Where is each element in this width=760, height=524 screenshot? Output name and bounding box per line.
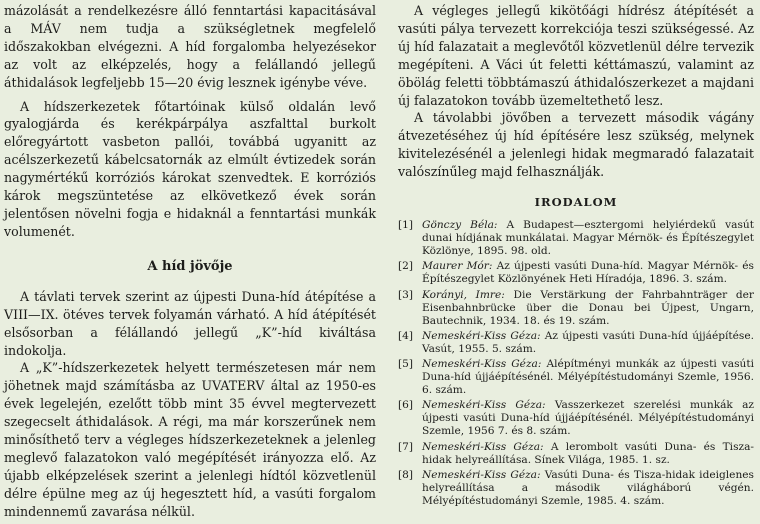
reference-item [398,358,754,397]
paragraph: A hídszerkezetek főtartóinak külső oldalán levő gyalogjárda és kerékpárpálya aszfalttal burkolt előregyártott vasbeton pallói, továbbá ugyanitt az acélszerkezetű kábelcsatornák az elmúlt évtizedek során nagymértékű korróziós károkat szenvedtek. E korróziós károk megszüntetése az elkövetkező évek során jelentősen növelni fogja e hidaknál a fenntartási munkák volumenét. [4,98,376,239]
reference-number: [1] [398,219,414,232]
left-column [4,2,376,521]
reference-text: Die Verstärkung der Fahrbahnträger der Eisenbahnbrücke über die Donau bei Újpest, Ungarn, Bautechnik, 1934. 18. és 19. szám. [422,288,754,327]
reference-author: Nemeskéri-Kiss Géza: [422,358,542,370]
reference-number: [5] [398,358,414,370]
reference-author: Nemeskéri-Kiss Géza: [422,329,541,342]
reference-number: [4] [398,329,414,342]
reference-number: [2] [398,260,414,273]
reference-text: Alépítményi munkák az újpesti vasúti Duna-híd újjáépítésénél. Mélyépítéstudományi Szemle, 1956. 6. szám. [422,358,754,397]
reference-item [398,399,754,438]
reference-item [398,260,754,286]
reference-number: [7] [398,440,414,453]
reference-author: Korányi, Imre: [422,288,505,301]
reference-number: [3] [398,288,414,301]
reference-text: A lerombolt vasúti Duna- és Tisza-hidak helyreállítása. Sínek Világa, 1985. 1. sz. [422,440,754,466]
reference-item [398,289,754,328]
paragraph: A távlati tervek szerint az újpesti Duna-híd átépítése a VIII—IX. ötéves tervek folyamán várható. A híd átépítését elsősorban a félállandó jellegű „K”-híd kiváltása indokolja. [4,288,376,358]
reference-author: Maurer Mór: [422,260,493,273]
paragraph: A végleges jellegű kikötőági hídrész átépítését a vasúti pálya tervezett korrekciója teszi szükségessé. Az új híd falazatait a meglevőtől közvetlenül délre tervezik megépíteni. A Váci út feletti kéttámaszú, valamint az öbölág feletti többtámaszú áthidalószerkezet a majdani új falazatokon tovább üzemeltethető lesz. [398,3,754,108]
reference-author: Nemeskéri-Kiss Géza: [422,440,544,453]
paragraph: A távolabbi jövőben a tervezett második vágány átvezetéséhez új híd építésére lesz szükség, melynek kivitelezésénél a jelenlegi hidak megmaradó falazatait valószínűleg majd felhasználják. [398,110,754,180]
reference-item [398,330,754,356]
references-heading: IRODALOM [534,195,618,210]
reference-list [398,219,754,508]
reference-number: [6] [398,399,414,412]
reference-item [398,469,754,508]
paragraph: A „K”-hídszerkezetek helyett természetesen már nem jöhetnek majd számításba az UVATERV által az 1950-es évek legelején, ezelőtt több mint 35 évvel megtervezett szegecselt áthidalások. A régi, ma már korszerűnek nem minősíthető terv a végleges hídszerkezeteknek a jelenleg meglevő falazatokon való megépítését irányozza elő. Az újabb elképzelések szerint a jelenlegi hídtól közvetlenül délre épülne meg az új hegesztett híd, a vasúti forgalom mindennemű zavarása nélkül. [4,360,376,519]
reference-text: Az újpesti vasúti Duna-híd. Magyar Mérnök- és Építészegylet Közlönyének Heti Híradója, 1896. 3. szám. [422,260,754,286]
reference-author: Gönczy Béla: [422,219,498,232]
reference-item [398,441,754,467]
reference-text: A Budapest—esztergomi helyiérdekű vasút dunai hídjának munkálatai. Magyar Mérnök- és Építészegylet Közlönye, 1895. 98. old. [422,219,754,258]
reference-text: Vasszerkezet szerelési munkák az újpesti vasúti Duna-híd újjáépítésénél. Mélyépítéstudományi Szemle, 1956 7. és 8. szám. [422,399,754,438]
reference-number: [8] [398,468,414,481]
section-heading: A híd jövője [147,258,233,274]
reference-text: Az újpesti vasúti Duna-híd újjáépítése. Vasút, 1955. 5. szám. [422,329,754,355]
reference-text: Vasúti Duna- és Tisza-hidak ideiglenes helyreállítása a második világháború végén. Mélyépítéstudományi Szemle, 1985. 4. szám. [422,468,754,507]
reference-author: Nemeskéri-Kiss Géza: [422,399,546,412]
reference-item [398,219,754,258]
right-column [398,2,754,510]
paragraph: mázolását a rendelkezésre álló fenntartási kapacitásával a MÁV nem tudja a szükségletnek megfelelő időszakokban elvégezni. A híd forgalomba helyezésekor az volt az elképzelés, hogy a felállandó jellegű áthidalások legfeljebb 15—20 évig lesznek igénybe véve. [4,3,376,90]
reference-author: Nemeskéri-Kiss Géza: [422,468,541,481]
